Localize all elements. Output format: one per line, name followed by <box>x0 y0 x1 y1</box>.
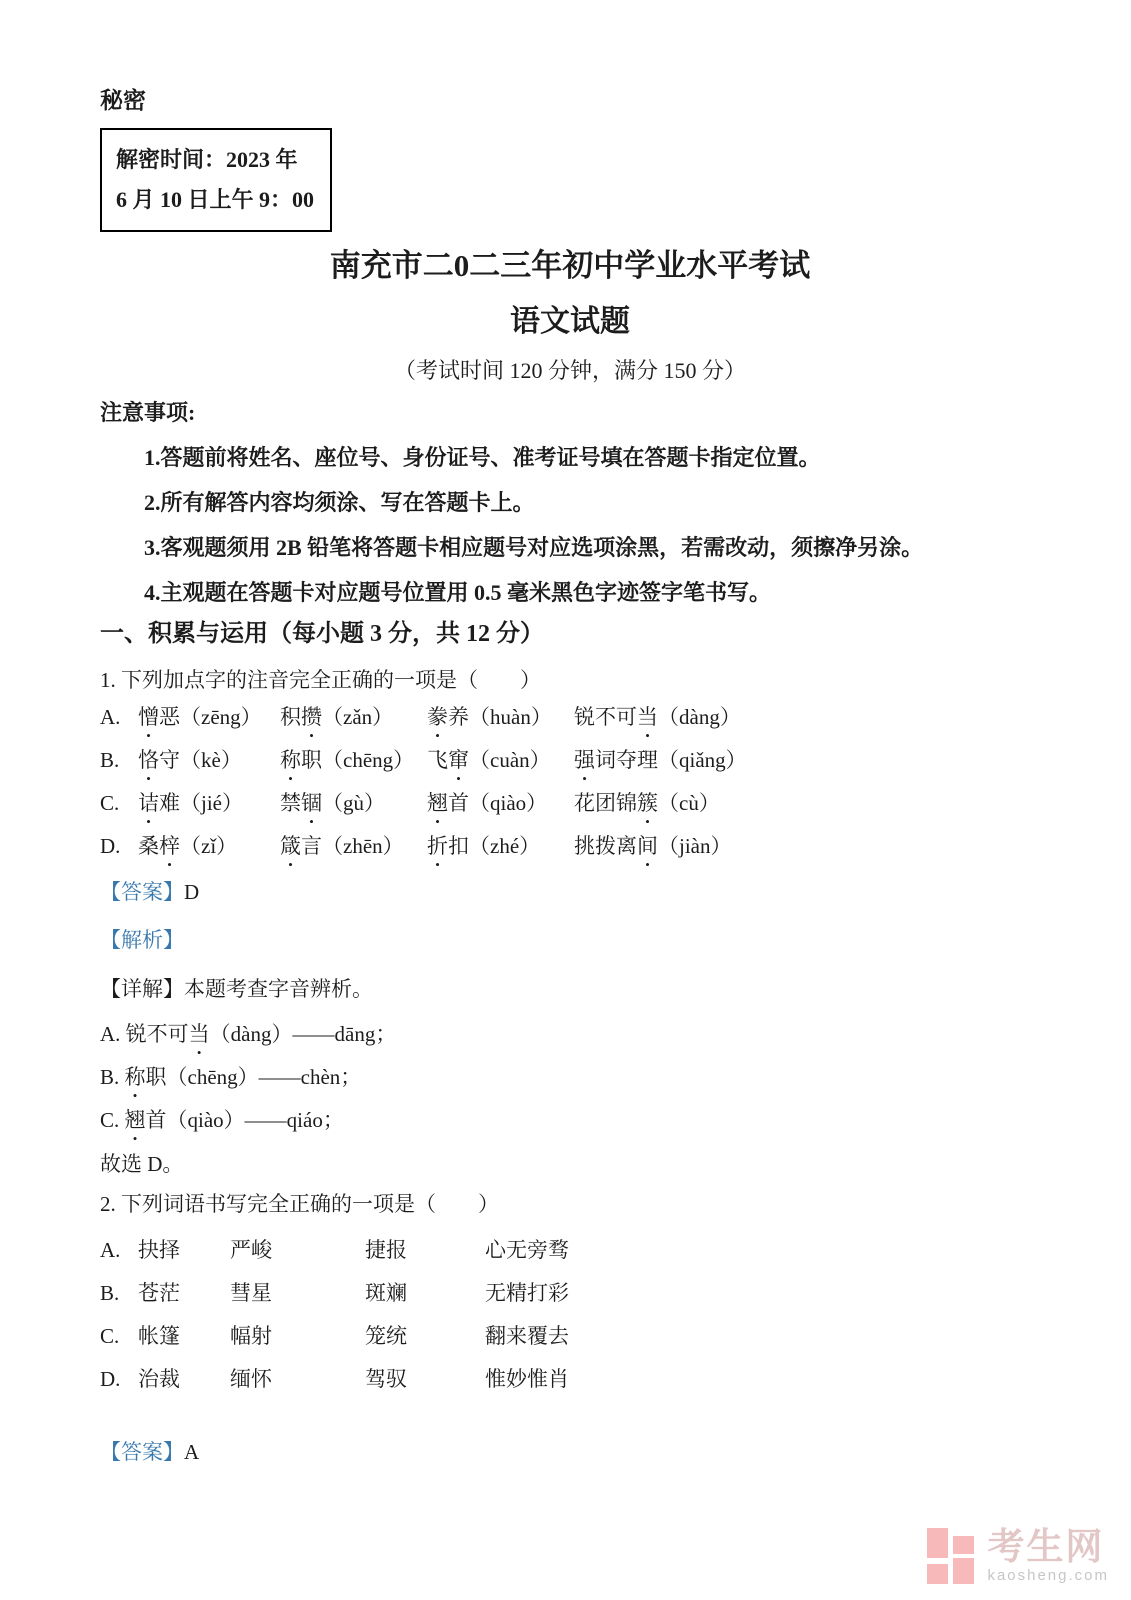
option-text: 缅怀 <box>230 1367 272 1391</box>
option-text: 称职（chēng） <box>280 748 415 772</box>
option-text: 严峻 <box>230 1238 272 1262</box>
q1-jiexi-line <box>100 928 1040 953</box>
q2-answer-line <box>100 1440 1040 1465</box>
notice-item-4: 4.主观题在答题卡对应题号位置用 0.5 毫米黑色字迹签字笔书写。 <box>144 580 772 605</box>
option-text: 箴言（zhēn） <box>280 834 404 858</box>
option-text: 无精打彩 <box>485 1281 569 1305</box>
option-text: 翘首（qiào） <box>427 791 548 815</box>
decrypt-time-box <box>100 128 332 232</box>
q1-option-row-c <box>100 791 1040 816</box>
q1-option-row-a <box>100 705 1040 730</box>
option-text: 苍茫 <box>138 1281 180 1305</box>
option-text: 折扣（zhé） <box>427 834 541 858</box>
option-text: 挑拨离间（jiàn） <box>574 834 732 858</box>
option-label: D. <box>100 834 121 858</box>
option-label: C. <box>100 791 120 815</box>
q1-analysis-a: A. 锐不可当（dàng）——dāng； <box>100 1022 397 1046</box>
option-label: A. <box>100 705 121 729</box>
option-text: 翻来覆去 <box>485 1324 569 1348</box>
option-text: 笼统 <box>365 1324 407 1348</box>
watermark-text <box>987 1526 1109 1584</box>
option-text: 抉择 <box>138 1238 180 1262</box>
decrypt-line-1: 解密时间：2023 年 <box>116 147 298 172</box>
option-text: 治裁 <box>138 1367 180 1391</box>
question-1-stem: 1. 下列加点字的注音完全正确的一项是（ ） <box>100 668 541 692</box>
q1-xiangjie-line <box>100 977 1040 1002</box>
q1-option-row-b <box>100 748 1040 773</box>
exam-title: 南充市二0二三年初中学业水平考试 <box>329 248 811 283</box>
kaosheng-logo-icon <box>927 1526 977 1586</box>
option-text: 幅射 <box>230 1324 272 1348</box>
watermark-domain: kaosheng.com <box>987 1566 1109 1584</box>
answer-value: A <box>184 1440 200 1464</box>
option-text: 心无旁骛 <box>485 1238 569 1262</box>
option-label: D. <box>100 1367 121 1391</box>
notice-heading: 注意事项: <box>100 400 196 425</box>
option-text: 恪守（kè） <box>138 748 242 772</box>
secret-label: 秘密 <box>100 88 146 113</box>
notice-item-1: 1.答题前将姓名、座位号、身份证号、准考证号填在答题卡指定位置。 <box>144 445 821 470</box>
option-text: 桑梓（zǐ） <box>138 834 238 858</box>
q1-analysis-b: B. 称职（chēng）——chèn； <box>100 1065 362 1089</box>
q1-answer-line <box>100 880 1040 905</box>
option-text: 诘难（jié） <box>138 791 243 815</box>
jiexi-label: 【解析】 <box>100 928 184 952</box>
option-label: C. <box>100 1324 120 1348</box>
notice-item-3: 3.客观题须用 2B 铅笔将答题卡相应题号对应选项涂黑，若需改动，须擦净另涂。 <box>144 535 924 560</box>
option-text: 花团锦簇（cù） <box>574 791 720 815</box>
section-1-heading: 一、积累与运用（每小题 3 分，共 12 分） <box>100 621 544 647</box>
notice-item-2: 2.所有解答内容均须涂、写在答题卡上。 <box>144 490 535 515</box>
option-label: B. <box>100 748 120 772</box>
option-text: 憎恶（zēng） <box>138 705 262 729</box>
decrypt-line-2: 6 月 10 日上午 9：00 <box>116 187 315 212</box>
exam-subtitle: 语文试题 <box>510 305 630 338</box>
option-text: 斑斓 <box>365 1281 407 1305</box>
q2-option-row-c <box>100 1324 1040 1349</box>
option-text: 积攒（zǎn） <box>280 705 394 729</box>
kaosheng-watermark <box>927 1526 1109 1586</box>
option-text: 驾驭 <box>365 1367 407 1391</box>
option-text: 彗星 <box>230 1281 272 1305</box>
q2-option-row-a <box>100 1238 1040 1263</box>
option-text: 禁锢（gù） <box>280 791 385 815</box>
option-text: 强词夺理（qiǎng） <box>574 748 747 772</box>
option-text: 锐不可当（dàng） <box>574 705 741 729</box>
xiangjie-label: 【详解】 <box>100 977 184 1001</box>
q1-conclusion: 故选 D。 <box>100 1152 184 1176</box>
option-text: 帐篷 <box>138 1324 180 1348</box>
q1-analysis-c: C. 翘首（qiào）——qiáo； <box>100 1108 344 1132</box>
option-text: 豢养（huàn） <box>427 705 552 729</box>
page-content <box>100 88 1040 1465</box>
option-text: 捷报 <box>365 1238 407 1262</box>
q1-option-row-d <box>100 834 1040 859</box>
answer-value: D <box>184 880 200 904</box>
question-2-stem: 2. 下列词语书写完全正确的一项是（ ） <box>100 1192 499 1216</box>
option-label: B. <box>100 1281 120 1305</box>
watermark-site-name: 考生网 <box>987 1526 1105 1568</box>
option-label: A. <box>100 1238 121 1262</box>
xiangjie-text: 本题考查字音辨析。 <box>184 977 373 1001</box>
q2-option-row-b <box>100 1281 1040 1306</box>
option-text: 惟妙惟肖 <box>485 1367 569 1391</box>
q2-option-row-d <box>100 1367 1040 1392</box>
exam-info: （考试时间 120 分钟，满分 150 分） <box>393 358 746 383</box>
option-text: 飞窜（cuàn） <box>427 748 551 772</box>
answer-label: 【答案】 <box>100 1440 184 1464</box>
answer-label: 【答案】 <box>100 880 184 904</box>
